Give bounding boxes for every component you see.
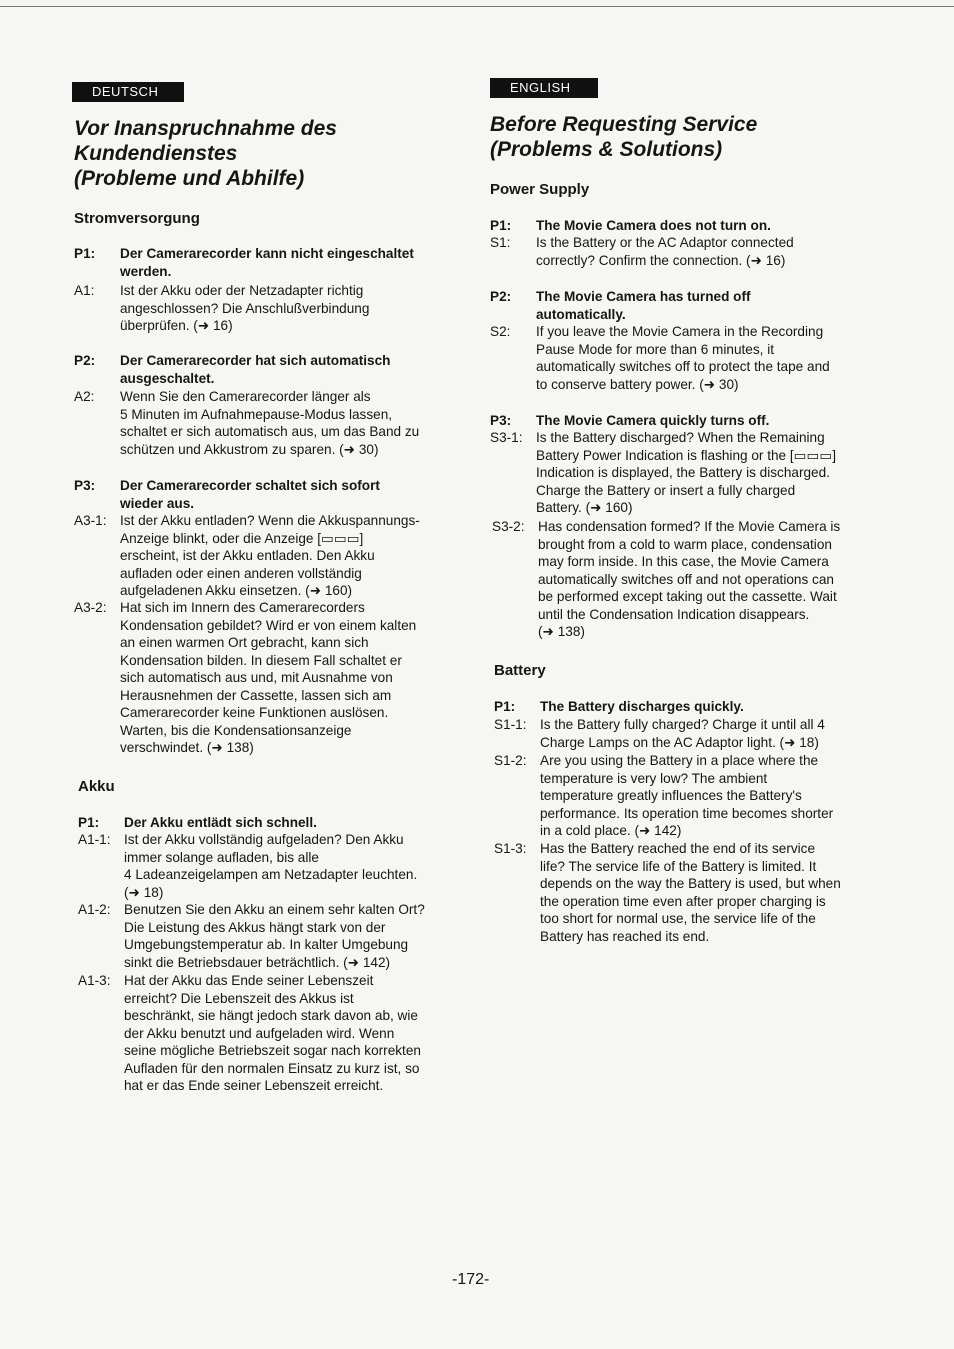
top-border-line xyxy=(0,6,954,7)
entry-label: P1: xyxy=(494,699,516,714)
solution-s1-3-en xyxy=(494,840,841,945)
entry-label: S1-3: xyxy=(494,841,527,856)
page-number: -172- xyxy=(452,1271,490,1288)
entry-label: P3: xyxy=(74,478,96,493)
entry-label: S1-2: xyxy=(494,753,527,768)
entry-label: P2: xyxy=(74,353,96,368)
entry-text: Der Akku entlädt sich schnell. xyxy=(124,815,317,830)
entry-text: Is the Battery fully charged? Charge it until all 4 Charge Lamps on the AC Adaptor light. (➜ 18) xyxy=(540,717,825,750)
section-heading-battery-en: Battery xyxy=(494,662,546,679)
entry-text: Has condensation formed? If the Movie Camera is brought from a cold to warm place, condensation may form inside. In this case, the Movie Camera automatically switches off and not operations can be performed except taking out the cassette. Wait until the Condensation Indication disappears. (➜ 138) xyxy=(538,519,841,639)
solution-s1-1-en xyxy=(494,716,825,751)
entry-label: P1: xyxy=(490,218,512,233)
entry-label: A1-2: xyxy=(78,902,111,917)
problem-p2-de xyxy=(74,352,390,387)
entry-label: P3: xyxy=(490,413,512,428)
entry-text: Hat der Akku das Ende seiner Lebenszeit erreicht? Die Lebenszeit des Akkus ist beschränkt, sie hängt jedoch stark davon ab, wie der Akku benutzt und aufgeladen wird. Wenn seine mögliche Betriebszeit sogar nach korrekten Aufladen für den normalen Einsatz zu kurz ist, so hat er das Ende seiner Lebenszeit erreicht. xyxy=(124,973,421,1093)
solution-s2-en xyxy=(490,323,830,393)
answer-a3-2-de xyxy=(74,599,416,757)
entry-text: If you leave the Movie Camera in the Recording Pause Mode for more than 6 minutes, it automatically switches off to protect the tape and to conserve battery power. (➜ 30) xyxy=(536,324,830,392)
entry-text: Has the Battery reached the end of its service life? The service life of the Battery is limited. It depends on the way the Battery is used, but when the operation time even after proper charging is too short for normal use, the service life of the Battery has reached its end. xyxy=(540,841,841,944)
problem-p1-de xyxy=(74,245,414,280)
entry-text: Hat sich im Innern des Camerarecorders Kondensation gebildet? Wird er von einem kalten an einen warmen Ort gebracht, kann sich Kondensation bilden. In diesem Fall schaltet er sich automatisch aus und, mit Ausnahme von Herausnehmen der Cassette, lassen sich am Camerarecorder keine Funktionen auslösen. Warten, bis die Kondensationsanzeige verschwindet. (➜ 138) xyxy=(120,600,417,755)
entry-text: Der Camerarecorder kann nicht eingeschaltet werden. xyxy=(120,246,414,279)
entry-text: Is the Battery or the AC Adaptor connected correctly? Confirm the connection. (➜ 16) xyxy=(536,235,794,268)
entry-text: Ist der Akku vollständig aufgeladen? Den Akku immer solange aufladen, bis alle 4 Ladeanzeigelampen am Netzadapter leuchten. (➜ 18) xyxy=(124,832,418,900)
entry-label: S2: xyxy=(490,324,511,339)
entry-label: A1: xyxy=(74,283,95,298)
entry-label: S3-1: xyxy=(490,430,523,445)
entry-text: The Movie Camera quickly turns off. xyxy=(536,413,770,428)
entry-label: A3-1: xyxy=(74,513,107,528)
problem-p1-battery-de xyxy=(78,814,317,832)
problem-p3-de xyxy=(74,477,380,512)
entry-text: Benutzen Sie den Akku an einem sehr kalten Ort? Die Leistung des Akkus hängt stark von der Umgebungstemperatur ab. In kalter Umgebung sinkt die Betriebsdauer beträchtlich. (➜ 142) xyxy=(124,902,425,970)
entry-text: Ist der Akku oder der Netzadapter richtig angeschlossen? Die Anschlußverbindung überprüfen. (➜ 16) xyxy=(120,283,370,333)
entry-text: The Movie Camera does not turn on. xyxy=(536,218,771,233)
entry-text: Der Camerarecorder hat sich automatisch ausgeschaltet. xyxy=(120,353,391,386)
section-heading-battery-de: Akku xyxy=(78,778,115,795)
page-title-english: Before Requesting Service (Problems & Solutions) xyxy=(490,113,758,161)
entry-text: Is the Battery discharged? When the Remaining Battery Power Indication is flashing or the [▭▭▭] Indication is displayed, the Battery is discharged. Charge the Battery or insert a fully charged Battery. (➜ 160) xyxy=(536,430,836,515)
entry-text: The Movie Camera has turned off automatically. xyxy=(536,289,751,322)
problem-p2-en xyxy=(490,288,751,323)
solution-s1-2-en xyxy=(494,752,833,840)
answer-a1-de xyxy=(74,282,369,335)
language-tag-english: ENGLISH xyxy=(490,78,598,98)
entry-label: P1: xyxy=(74,246,96,261)
entry-text: Der Camerarecorder schaltet sich sofort wieder aus. xyxy=(120,478,380,511)
section-heading-power-de: Stromversorgung xyxy=(74,210,200,227)
answer-a2-de xyxy=(74,388,419,458)
entry-label: S3-2: xyxy=(492,519,525,534)
section-heading-power-en: Power Supply xyxy=(490,181,590,198)
answer-a1-3-de xyxy=(78,972,421,1095)
entry-text: Ist der Akku entladen? Wenn die Akkuspannungs- Anzeige blinkt, oder die Anzeige [▭▭▭] erscheint, ist der Akku entladen. Den Akku aufladen oder einen anderen vollständig aufgeladenen Akku einsetzen. (➜ 160) xyxy=(120,513,420,598)
entry-text: Are you using the Battery in a place where the temperature is very low? The ambient temperature greatly influences the Battery's performance. Its operation time becomes shorter in a cold place. (➜ 142) xyxy=(540,753,834,838)
language-tag-deutsch: DEUTSCH xyxy=(72,82,184,102)
answer-a3-1-de xyxy=(74,512,420,600)
problem-p1-en xyxy=(490,217,771,235)
entry-label: S1-1: xyxy=(494,717,527,732)
entry-text: The Battery discharges quickly. xyxy=(540,699,744,714)
solution-s3-2-en xyxy=(492,518,840,641)
entry-label: A2: xyxy=(74,389,95,404)
answer-a1-2-de xyxy=(78,901,425,971)
solution-s3-1-en xyxy=(490,429,836,517)
solution-s1-en xyxy=(490,234,794,269)
entry-label: P2: xyxy=(490,289,512,304)
entry-label: A1-3: xyxy=(78,973,111,988)
page-title-german: Vor Inanspruchnahme des Kundendienstes (Probleme und Abhilfe) xyxy=(74,117,337,190)
entry-label: A3-2: xyxy=(74,600,107,615)
problem-p1-battery-en xyxy=(494,698,744,716)
entry-label: A1-1: xyxy=(78,832,111,847)
entry-text: Wenn Sie den Camerarecorder länger als 5 Minuten im Aufnahmepause-Modus lassen, schaltet er sich automatisch aus, um das Band zu schützen und Akkustrom zu sparen. (➜ 30) xyxy=(120,389,420,457)
entry-label: P1: xyxy=(78,815,100,830)
problem-p3-en xyxy=(490,412,769,430)
entry-label: S1: xyxy=(490,235,511,250)
answer-a1-1-de xyxy=(78,831,417,901)
